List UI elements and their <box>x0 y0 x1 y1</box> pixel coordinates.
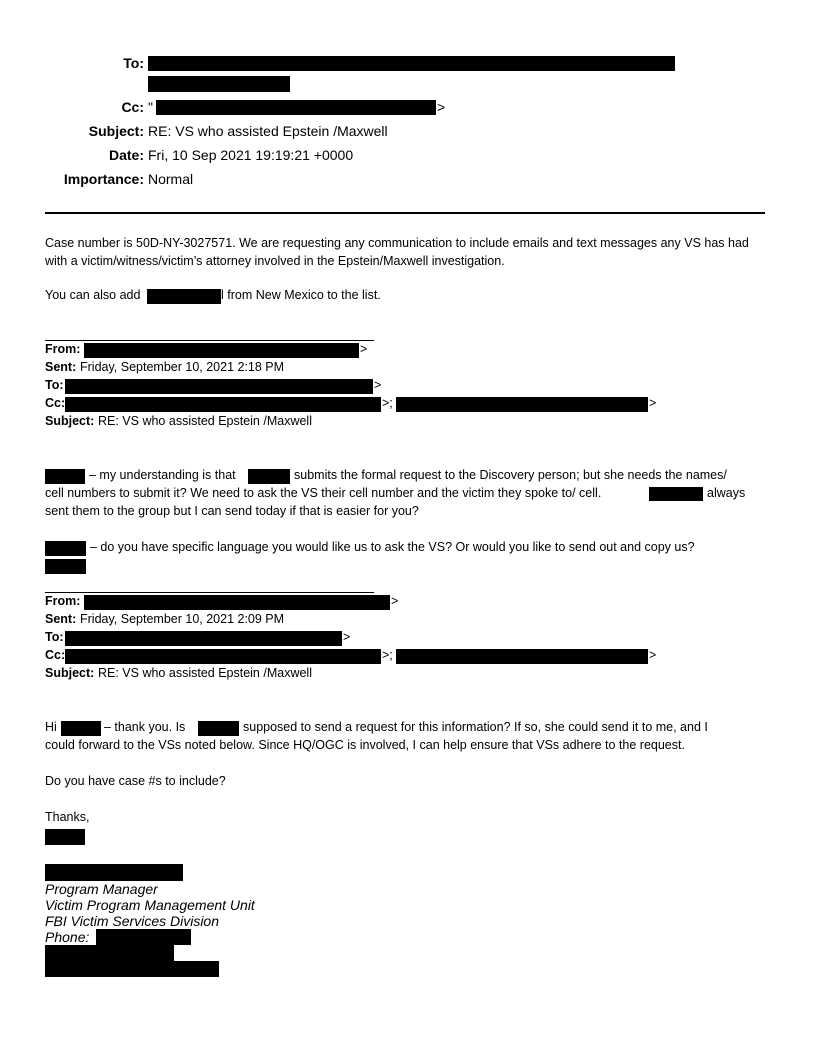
redaction <box>45 864 183 881</box>
quote-separator <box>45 592 374 593</box>
quote2-cc-suffix-1: >; <box>382 648 393 662</box>
quote1-body-2b: always <box>707 486 746 500</box>
quote1-body-1b: submits the formal request to the Discovery person; but she needs the names/ <box>294 468 727 482</box>
redaction <box>248 469 290 484</box>
redaction <box>65 649 381 664</box>
redaction <box>65 397 381 412</box>
redaction <box>65 631 342 646</box>
quote1-sent-value: Friday, September 10, 2021 2:18 PM <box>80 360 285 374</box>
quote2-body-1c: supposed to send a request for this information? If so, she could send it to me, and I <box>243 720 708 734</box>
quote1-body-2a: cell numbers to submit it? We need to ask the VS their cell number and the victim they spoke to/ cell. <box>45 486 602 500</box>
redaction <box>396 397 648 412</box>
redaction <box>45 469 85 484</box>
redaction <box>45 829 85 845</box>
quote2-subject-value: RE: VS who assisted Epstein /Maxwell <box>98 666 312 680</box>
quote1-sent-label: Sent: <box>45 360 77 374</box>
date-label: Date: <box>108 147 144 163</box>
quote2-subject-label: Subject: <box>45 666 95 680</box>
quote1-body-1a: – my understanding is that <box>89 468 236 482</box>
quote2-sent-label: Sent: <box>45 612 77 626</box>
quote1-from-suffix: > <box>360 342 368 356</box>
date-value: Fri, 10 Sep 2021 19:19:21 +0000 <box>148 147 354 163</box>
quote1-cc-suffix-1: >; <box>382 396 393 410</box>
quote2-cc-suffix-2: > <box>649 648 657 662</box>
quote1-to-label: To: <box>45 378 64 392</box>
signature-phone-label: Phone: <box>45 929 90 945</box>
subject-value: RE: VS who assisted Epstein /Maxwell <box>148 123 388 139</box>
quote2-thanks: Thanks, <box>45 810 90 824</box>
quote2-body-2: could forward to the VSs noted below. Since HQ/OGC is involved, I can help ensure that VSs adhere to the request. <box>45 738 685 752</box>
redaction <box>84 595 390 610</box>
importance-label: Importance: <box>63 171 144 187</box>
quote1-cc-suffix-2: > <box>649 396 657 410</box>
quote2-body-3: Do you have case #s to include? <box>45 774 226 788</box>
quote2-body-1a: Hi <box>45 720 57 734</box>
header-divider <box>45 212 765 214</box>
quote-separator <box>45 340 374 341</box>
redaction <box>148 76 290 92</box>
quote1-to-suffix: > <box>374 378 382 392</box>
message-paragraph: Case number is 50D-NY-3027571. We are requesting any communication to include emails and text messages any VS has had with a victim/witness/victim’s attorney involved in the Epstein/Maxwell investigation. <box>45 236 749 268</box>
quote2-body-1b: – thank you. Is <box>104 720 186 734</box>
importance-value: Normal <box>148 171 194 187</box>
redaction <box>45 559 86 574</box>
cc-suffix: > <box>437 99 446 115</box>
cc-prefix: " <box>148 99 153 115</box>
quote2-from-label: From: <box>45 594 81 608</box>
redaction <box>84 343 359 358</box>
redaction <box>45 945 174 961</box>
signature-unit: Victim Program Management Unit <box>45 897 255 913</box>
redaction <box>148 56 675 71</box>
redaction <box>649 487 703 501</box>
redaction <box>61 721 101 736</box>
to-label: To: <box>123 55 144 71</box>
redaction <box>147 289 221 304</box>
cc-label: Cc: <box>121 99 144 115</box>
redaction <box>65 379 373 394</box>
signature-division: FBI Victim Services Division <box>45 913 220 929</box>
quote2-cc-label: Cc: <box>45 648 66 662</box>
redaction <box>156 100 436 115</box>
quote2-sent-value: Friday, September 10, 2021 2:09 PM <box>80 612 285 626</box>
quote1-subject-value: RE: VS who assisted Epstein /Maxwell <box>98 414 312 428</box>
redaction <box>396 649 648 664</box>
quote1-body-4: – do you have specific language you would like us to ask the VS? Or would you like to send out and copy us? <box>90 540 695 554</box>
message-paragraph-2a: You can also add <box>45 288 141 302</box>
quote1-from-label: From: <box>45 342 81 356</box>
quote1-body-3: sent them to the group but I can send today if that is easier for you? <box>45 504 419 518</box>
redaction <box>198 721 239 736</box>
quote2-to-suffix: > <box>343 630 351 644</box>
quote1-subject-label: Subject: <box>45 414 95 428</box>
quote1-cc-label: Cc: <box>45 396 66 410</box>
redaction <box>45 541 86 556</box>
signature-title: Program Manager <box>45 881 158 897</box>
subject-label: Subject: <box>88 123 144 139</box>
message-paragraph-2b: l from New Mexico to the list. <box>221 288 381 302</box>
quote2-to-label: To: <box>45 630 64 644</box>
redaction <box>45 961 219 977</box>
quote2-from-suffix: > <box>391 594 399 608</box>
redaction <box>96 929 191 945</box>
